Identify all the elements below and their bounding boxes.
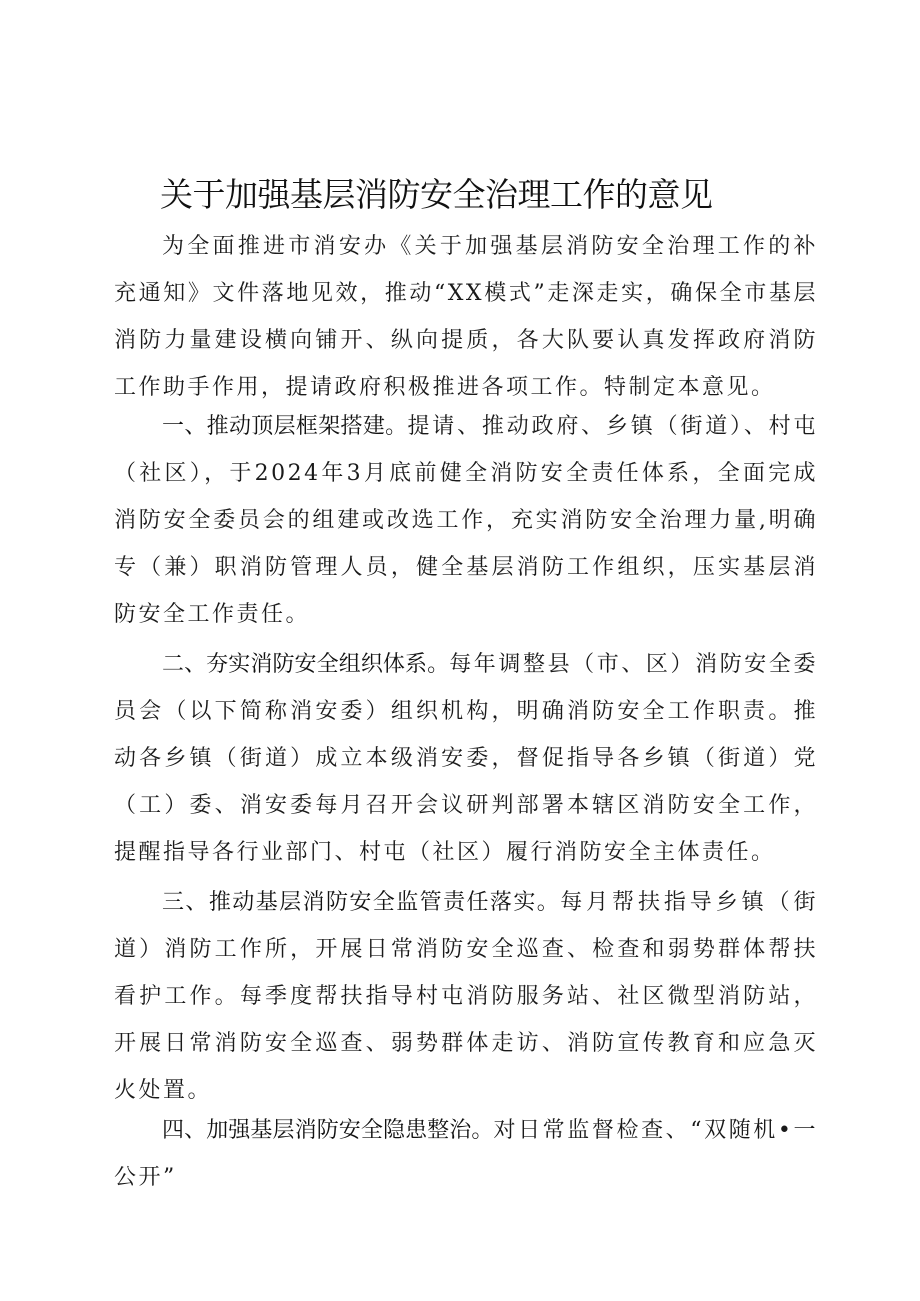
section-2-body: 每年调整县（市、区）消防安全委员会（以下简称消安委）组织机构，明确消防安全工作职责。推动各乡镇（街道）成立本级消安委，督促指导各乡镇（街道）党（工）委、消安委每月召开会议研判部署本辖区消防安全工作，提醒指导各行业部门、村屯（社区）履行消防安全主体责任。	[114, 652, 818, 865]
intro-paragraph: 为全面推进市消安办《关于加强基层消防安全治理工作的补充通知》文件落地见效，推动“XX模式”走深走实，确保全市基层消防力量建设横向铺开、纵向提质，各大队要认真发挥政府消防工作助手作用，提请政府积极推进各项工作。特制定本意见。	[114, 234, 818, 400]
section-1-heading: 一、推动顶层框架搭建。	[162, 414, 408, 439]
section-4-paragraph	[114, 1107, 818, 1201]
section-3-heading: 三、推动基层消防安全监管责任落实。	[162, 890, 561, 915]
section-2-heading: 二、夯实消防安全组织体系。	[162, 652, 450, 677]
section-1-paragraph	[114, 403, 818, 638]
section-4-heading: 四、加强基层消防安全隐患整治。	[162, 1118, 494, 1143]
section-4-body: 对日常监督检查、“双随机•一公开”	[114, 1118, 818, 1190]
section-2-paragraph	[114, 641, 818, 876]
section-3-paragraph	[114, 879, 818, 1114]
section-1-body: 提请、推动政府、乡镇（街道）、村屯（社区），于2024年3月底前健全消防安全责任体系，全面完成消防安全委员会的组建或改选工作，充实消防安全治理力量,明确专（兼）职消防管理人员，健全基层消防工作组织，压实基层消防安全工作责任。	[114, 414, 818, 627]
section-3-body: 每月帮扶指导乡镇（街道）消防工作所，开展日常消防安全巡查、检查和弱势群体帮扶看护工作。每季度帮扶指导村屯消防服务站、社区微型消防站，开展日常消防安全巡查、弱势群体走访、消防宣传教育和应急灭火处置。	[114, 890, 818, 1103]
document-title: 关于加强基层消防安全治理工作的意见	[160, 175, 713, 214]
